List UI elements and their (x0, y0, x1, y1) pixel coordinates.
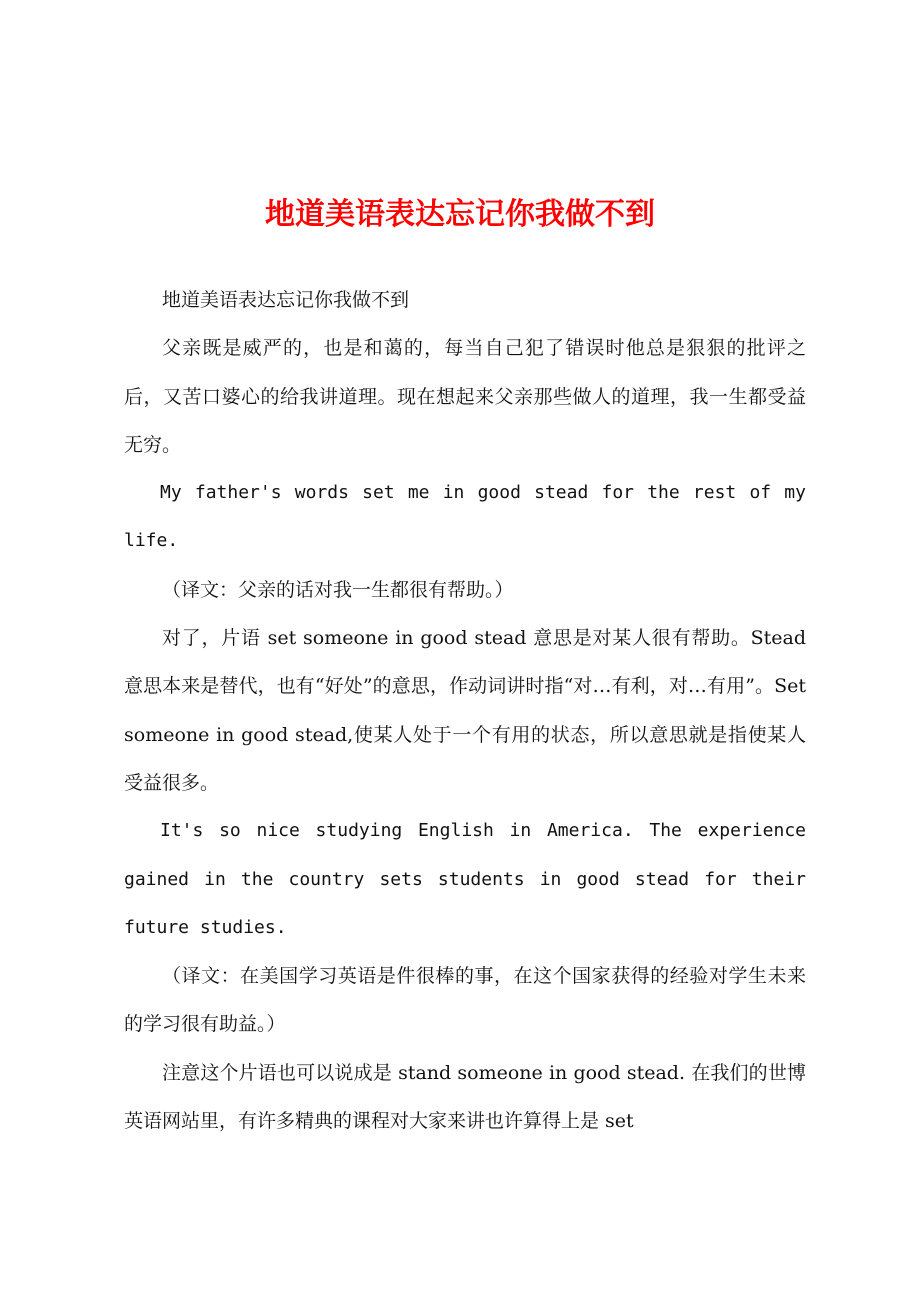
paragraph-translation-2: （译文：在美国学习英语是件很棒的事，在这个国家获得的经验对学生未来的学习很有助益。） (124, 965, 806, 1036)
document-title: 地道美语表达忘记你我做不到 (265, 197, 655, 232)
paragraph-subtitle: 地道美语表达忘记你我做不到 (162, 289, 410, 311)
document-body (124, 276, 806, 1145)
paragraph-father-intro: 父亲既是威严的，也是和蔼的，每当自己犯了错误时他总是狠狠的批评之后，又苦口婆心的给我讲道理。现在想起来父亲那些做人的道理，我一生都受益无穷。 (124, 337, 806, 456)
paragraph-translation-1: （译文：父亲的话对我一生都很有帮助。） (162, 578, 514, 601)
paragraph-example-2: It's so nice studying English in America. The experience gained in the country sets students in good stead for their future studies. (124, 820, 806, 938)
paragraph-note: 注意这个片语也可以说成是 stand someone in good stead. 在我们的世博英语网站里，有许多精典的课程对大家来讲也许算得上是 set (124, 1061, 806, 1133)
paragraph-explanation: 对了，片语 set someone in good stead 意思是对某人很有帮助。Stead 意思本来是替代，也有“好处”的意思，作动词讲时指“对…有利，对…有用”。Set someone in good stead,使某人处于一个有用的状态，所以意思就是指使某人受益很多。 (124, 627, 806, 794)
paragraph-example-1: My father's words set me in good stead for the rest of my life. (124, 482, 806, 552)
